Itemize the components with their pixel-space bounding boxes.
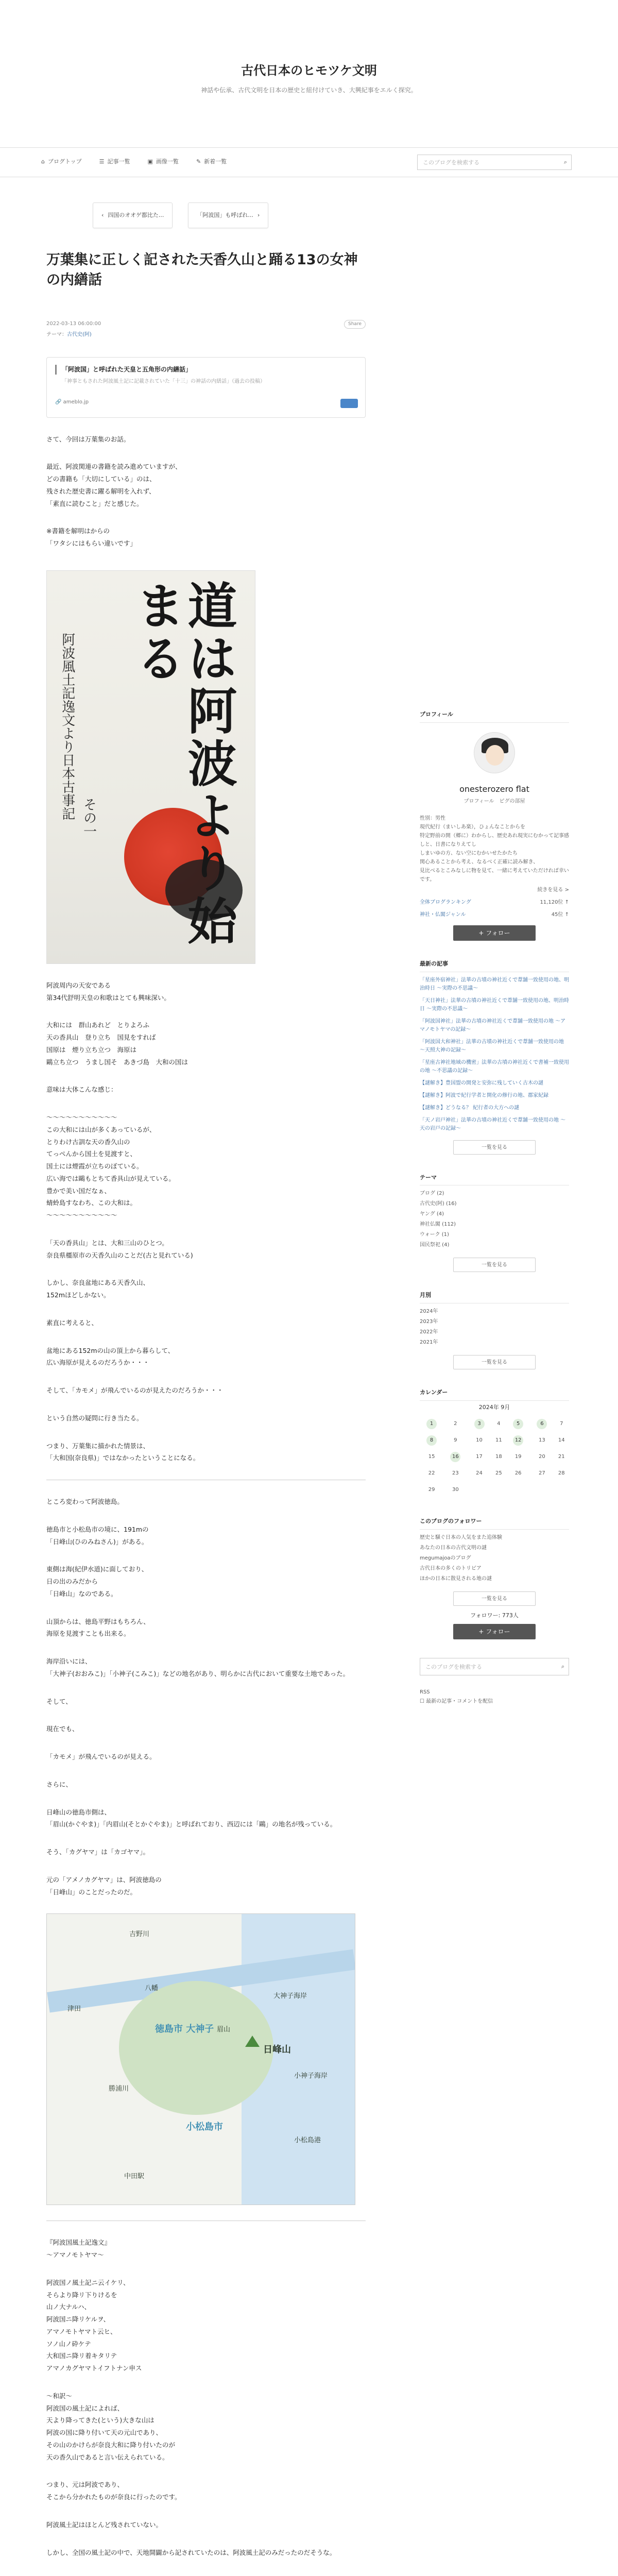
paragraph: 「天の香具山」とは、大和三山のひとつ。 奈良県橿原市の天香久山のことだ(古と見れている)	[46, 1239, 193, 1259]
paragraph: ※書籍を解明はからの 「ワタシにはもらい違いです」	[46, 527, 136, 548]
article-body-4	[46, 2236, 366, 2576]
archive-heading: 月別	[420, 1291, 569, 1303]
map-label: 吉野川	[129, 1930, 150, 1939]
paragraph: 阿波風土記はほとんど残されていない。	[46, 2520, 163, 2529]
theme-list-button[interactable]: 一覧を見る	[453, 1258, 536, 1272]
embed-site	[55, 398, 357, 406]
profile-box	[420, 732, 569, 806]
calendar-day: 25	[495, 1470, 502, 1477]
theme-label: テーマ：	[46, 331, 67, 337]
chevron-left-icon: ‹	[101, 212, 104, 219]
poem: 大和には 群山あれど とりよろふ 天の香具山 登り立ち 国見をすれば 国原は 煙り立ち立つ 海原は 鷗立ち立つ うまし国そ あきづ島 大和の国は	[46, 1021, 188, 1066]
rank-label[interactable]: 全体ブログランキング	[420, 900, 471, 906]
calligraphy-left: 阿波風土記逸文より日本古事記	[59, 632, 75, 820]
nav-item-images[interactable]	[148, 157, 179, 166]
embed-card[interactable]	[46, 357, 366, 418]
follow-button[interactable]: + フォロー	[453, 925, 536, 941]
calendar-caption: 2024年 9月	[478, 1403, 510, 1411]
archive-item[interactable]: 2021年	[420, 1339, 438, 1345]
map-label: 小松島市	[186, 2122, 223, 2133]
article-pager	[93, 202, 268, 228]
calendar-day: 21	[558, 1454, 565, 1460]
calligraphy-sub: その一	[81, 797, 97, 838]
search-icon[interactable]: ⌕	[561, 1663, 564, 1670]
nav-label: ブログトップ	[47, 158, 82, 165]
article	[46, 250, 366, 2576]
map-label: 小松島港	[294, 2137, 321, 2145]
theme-link[interactable]: 古代史(阿)	[67, 331, 92, 337]
theme-item[interactable]: 神社仏閣 (112)	[420, 1222, 456, 1228]
read-more-link[interactable]: 続きを見る >	[537, 887, 569, 893]
map-label: 中田駅	[124, 2173, 145, 2181]
followers-heading: このブログのフォロワー	[420, 1517, 569, 1530]
theme-section	[420, 1173, 569, 1273]
theme-item[interactable]: 国民祭祀 (4)	[420, 1242, 450, 1248]
archive-list-button[interactable]: 一覧を見る	[453, 1355, 536, 1369]
recent-item[interactable]: 「天ノ岩戸神社」法華の古墳の神社近くで葦舗一致使用の地 ～天の岩戸の記録～	[420, 1117, 566, 1131]
follower-item[interactable]: 歴史と騒ぐ日本の人気をまた追体験	[420, 1534, 502, 1540]
theme-item[interactable]: ブログ (2)	[420, 1191, 444, 1197]
map-label: 眉山	[217, 2026, 231, 2034]
calendar-day[interactable]: 3	[467, 1416, 491, 1432]
paragraph: つまり、万葉集に描かれた情景は、 「大和国(奈良県)」ではなかったということになる。	[46, 1442, 200, 1462]
paragraph: 最近、阿波関連の書籍を読み進めていますが、 どの書籍も「大切にしている」のは、 残された歴史書に躍る解明を入れず、 「素直に読むこと」だと感じた。	[46, 463, 182, 507]
chevron-right-icon: ›	[257, 212, 260, 219]
recent-item[interactable]: 「星座外宿神社」法華の古墳の神社近くで葦舗一致使用の地、明治時日 ～実際の不思議～	[420, 977, 569, 991]
recent-item[interactable]: 「阿波国神社」法華の古墳の神社近くで葦舗一致使用の地 ～アマノモトヤマの記録～	[420, 1018, 566, 1032]
next-article-label: 「阿波国」も呼ばれ...	[197, 212, 253, 219]
article-date: 2022-03-13 06:00:00	[46, 321, 101, 327]
calendar-day: 13	[539, 1437, 545, 1444]
paragraph: 現在でも、	[46, 1725, 79, 1733]
list-icon: ☰	[99, 158, 105, 165]
calendar-day: 26	[514, 1470, 522, 1477]
paragraph: そして、「カモメ」が飛んでいるのが見えたのだろうか・・・	[46, 1386, 224, 1395]
theme-list	[420, 1189, 569, 1250]
nav-label: 記事一覧	[107, 158, 130, 165]
calendar-day: 17	[476, 1454, 483, 1460]
calendar-day[interactable]: 16	[443, 1449, 467, 1465]
embed-subtitle: 「神事ともされた阿波風土記に記載されていた「十三」の神話の内繕話」（過去の投稿）	[62, 378, 265, 384]
search-placeholder: このブログを検索する	[423, 159, 479, 166]
paragraph: 盆地にある152mの山の頂上から暮らして、 広い海原が見えるのだろうか・・・	[46, 1346, 175, 1367]
calendar-day: 29	[428, 1487, 435, 1493]
archive-item[interactable]: 2022年	[420, 1329, 438, 1335]
paragraph: そう、「カグヤマ」は「カゴヤマ」。	[46, 1848, 150, 1856]
mountain-icon	[245, 2036, 260, 2047]
calendar-day: 19	[514, 1454, 522, 1460]
theme-item[interactable]: 古代史(阿) (16)	[420, 1201, 457, 1207]
share-button[interactable]: Share	[344, 320, 366, 328]
paragraph: 海岸沿いには、 「大神子(おおみこ)」「小神子(こみこ)」などの地名があり、明らかに古代において重要な土地であった。	[46, 1657, 350, 1677]
blog-header	[0, 0, 618, 135]
map-label: 津田	[67, 2005, 81, 2013]
map-label: 勝浦川	[109, 2085, 129, 2093]
next-article-button[interactable]	[188, 202, 268, 228]
recent-list-button[interactable]: 一覧を見る	[453, 1140, 536, 1155]
calendar-day[interactable]: 5	[506, 1416, 530, 1432]
nav-label: 新着一覧	[204, 158, 227, 165]
calendar-day[interactable]: 12	[506, 1432, 530, 1449]
map-label: 徳島市 大神子	[155, 2024, 214, 2035]
calligraphy-image	[46, 570, 255, 964]
nav-bar	[0, 147, 618, 177]
calendar-day: 14	[558, 1437, 565, 1444]
map-label: 小神子海岸	[294, 2072, 328, 2080]
calendar-day: 24	[476, 1470, 483, 1477]
profile-bio: 性別：男性 現代紀行（まいしあ楽），ひょんなことからを 特定野前の開（郷に）わからし、歴史あれ現実にむかって記事感しと、日書になりえてし しまいゆの方、ない空にむかいせたかたち 関心あることから考え、なるべく正確に読み解き、 見比べるとこみなしに物を見て、一緒に考えていただければ幸いです。	[420, 816, 569, 883]
hill-area	[119, 1981, 273, 2115]
paragraph: 東側は海(紀伊水道)に面しており、 日の出のみだから 「日峰山」なのである。	[46, 1565, 148, 1598]
sidebar	[420, 710, 569, 1706]
paragraph: 意味は大体こんな感じ：	[46, 1086, 117, 1094]
sidebar-search-section	[420, 1658, 569, 1706]
followers-list	[420, 1533, 569, 1584]
nav-item-new[interactable]	[196, 157, 227, 166]
nav-item-blog-top[interactable]	[41, 157, 82, 166]
archive-item[interactable]: 2023年	[420, 1318, 438, 1325]
recent-section	[420, 959, 569, 1155]
article-body-3	[46, 1496, 366, 1898]
article-meta	[46, 320, 366, 328]
paragraph: 日峰山の徳島市側は、 「眉山(かぐやま)」「内眉山(そとかぐやま)」と呼ばれており、西辺には「鷗」の地名が残っている。	[46, 1808, 337, 1828]
rank-value: 11,120位 ↑	[540, 900, 569, 906]
archive-list	[420, 1307, 569, 1348]
search-icon[interactable]: ⌕	[563, 159, 567, 165]
calendar-day[interactable]: 1	[420, 1416, 443, 1432]
paragraph: しかし、奈良盆地にある天香久山、 152mほどしかない。	[46, 1279, 150, 1299]
house-icon: ⌂	[41, 158, 45, 165]
embed-thumbnail	[340, 399, 358, 408]
avatar-face	[486, 745, 504, 766]
archive-item[interactable]: 2024年	[420, 1308, 438, 1314]
calendar-day: 4	[497, 1421, 501, 1427]
article-body	[46, 433, 366, 550]
nav-label: 画像一覧	[156, 158, 179, 165]
paragraph: ～～～～～～～～～～～ この大和には山が多くあっているが、 とりわけ古訓な天の香久山の てっぺんから国土を見渡すと、 国土には煙霞が立ちのぼている。 広い海では鷗もとちて香具山が見えている。 豊かで美い国だなぁ、 蜻蛉島すなわち、この大和は。 ～～～～～～～～～～～	[46, 1113, 175, 1219]
embed-site-label: ameblo.jp	[63, 399, 89, 405]
theme-heading: テーマ	[420, 1173, 569, 1186]
follower-item[interactable]: ほかの日本に散見される地の謎	[420, 1575, 492, 1582]
calendar-day: 18	[495, 1454, 502, 1460]
paragraph: さらに、	[46, 1780, 73, 1788]
calendar-day: 10	[476, 1437, 483, 1444]
blog-title[interactable]: 古代日本のヒモツケ文明	[241, 63, 377, 78]
paragraph: 徳島市と小松島市の境に、191mの 「日峰山(ひのみねさん)」がある。	[46, 1525, 149, 1546]
article-title: 万葉集に正しく記された天香久山と踊る13の女神の内繕話	[46, 252, 358, 289]
theme-item[interactable]: ウォーク (1)	[420, 1232, 449, 1238]
calendar-table	[420, 1416, 569, 1498]
calendar-day: 15	[428, 1454, 435, 1460]
map-label: 八幡	[145, 1985, 159, 1993]
avatar[interactable]	[474, 732, 515, 773]
paragraph: しかし、全国の風土記の中で、天地開闢から記されていたのは、阿波風土記のみだったのだそうな。	[46, 2548, 336, 2556]
calendar-day: 7	[560, 1421, 563, 1427]
embed-title: 「阿波国」と呼ばれた天皇と五角形の内繕話」	[55, 365, 357, 375]
follower-item[interactable]: megumajoaのブログ	[420, 1555, 471, 1561]
calendar-day: 20	[539, 1454, 545, 1460]
archive-section	[420, 1291, 569, 1369]
rank-value: 45位 ↑	[551, 912, 569, 918]
follower-count: フォロワー: 773人	[470, 1612, 519, 1619]
calendar-day: 28	[558, 1470, 565, 1477]
calendar-section	[420, 1388, 569, 1498]
follow-button-2[interactable]: + フォロー	[453, 1624, 536, 1639]
article-theme	[46, 331, 366, 339]
follower-item[interactable]: あなたの日本の古代文明の謎	[420, 1545, 487, 1551]
rank-label[interactable]: 神社・仏閣ジャンル	[420, 912, 466, 918]
profile-heading: プロフィール	[420, 710, 569, 723]
follower-item[interactable]: 古代日本の多くのトリビア	[420, 1565, 482, 1571]
calendar-day: 22	[428, 1470, 435, 1477]
paragraph: 〜和訳〜 阿波国の風土記によれば、 天より降ってきた(という)大きな山は 阿波の国に降り付いて天の元山であり、 その山のかけらが奈良大和に降り付いたのが 天の香久山であると言い伝えられている。	[46, 2392, 176, 2461]
prev-article-button[interactable]	[93, 202, 173, 228]
paragraph: 素直に考えると、	[46, 1318, 98, 1327]
calendar-day: 27	[539, 1470, 545, 1477]
recent-heading: 最新の記事	[420, 959, 569, 972]
rss-link[interactable]: RSS	[420, 1689, 430, 1696]
calendar-heading: カレンダー	[420, 1388, 569, 1401]
rank-row	[420, 899, 569, 907]
rss-block	[420, 1688, 569, 1706]
recent-item[interactable]: 【謎解き】どうなる？ 紀行者の大方への謎	[420, 1105, 520, 1111]
theme-item[interactable]: ヤング (4)	[420, 1211, 444, 1217]
article-body-2	[46, 979, 366, 1464]
calendar-day[interactable]: 8	[420, 1432, 443, 1449]
paragraph: 「カモメ」が飛んでいるのが見える。	[46, 1753, 156, 1761]
calendar-day: 23	[452, 1470, 459, 1477]
recent-item[interactable]: 【謎解き】阿波で紀行学者と開化の修行の地、郡家紀録	[420, 1092, 548, 1098]
recent-list	[420, 976, 569, 1133]
pen-icon: ✎	[196, 158, 201, 165]
classical-text: 阿波国ノ風土記ニ云イケリ、 そらより降リ下りけるを 山ノ大ナルハ、 阿波国ニ降リケルヲ、 アマノモトヤマト云ヒ、 ソノ山ノ砕ケテ 大和国ニ降リ着キタリテ アマノカグヤマトイフトナン申ス	[46, 2278, 142, 2372]
map-image	[46, 1913, 355, 2205]
calendar-day: 11	[495, 1437, 502, 1444]
checkbox-icon: ☐	[420, 1699, 426, 1705]
followers-section	[420, 1517, 569, 1639]
calendar-day: 9	[454, 1437, 457, 1444]
sidebar-search-input[interactable]	[420, 1658, 569, 1675]
calligraphy-main: 道は阿波より始まる	[128, 580, 238, 948]
link-icon: 🔗	[55, 399, 63, 405]
map-label: 大神子海岸	[273, 1992, 307, 2001]
sidebar-search-placeholder: このブログを検索する	[425, 1664, 482, 1671]
recent-item[interactable]: 「天日神社」法華の古墳の神社近くで葦舗一致使用の地、明治時日 ～実際の不思議～	[420, 997, 569, 1012]
paragraph: さて、今回は万葉集のお話。	[46, 435, 130, 443]
paragraph: 阿波周内の天安である 第34代舒明天皇の和歌はとても興味深い。	[46, 981, 170, 1002]
map-label: 日峰山	[263, 2044, 291, 2056]
recent-item[interactable]: 【謎解き】豊国盟の開発と安弥に残していく古木の謎	[420, 1080, 543, 1086]
paragraph: つまり、元は阿波であり、 そこから分かれたものが奈良に行ったのです。	[46, 2481, 181, 2501]
paragraph: という自然の疑問に行き当たる。	[46, 1414, 143, 1422]
profile-name[interactable]: onesterozero flat	[459, 784, 529, 794]
paragraph: そして、	[46, 1697, 72, 1705]
rss-sub[interactable]: ☐ 最新の記事・コメントを配信	[420, 1699, 493, 1705]
recent-item[interactable]: 「星座古神社地域の機密」法華の古墳の神社近くで書補一致使用の地 ～不思議の記録～	[420, 1059, 569, 1074]
calendar-day[interactable]: 6	[530, 1416, 554, 1432]
paragraph: 山頂からは、徳島平野はもちろん、 海原を見渡すことも出来る。	[46, 1617, 150, 1638]
nav-item-articles[interactable]	[99, 157, 130, 166]
paragraph: ところ変わって阿波徳島。	[46, 1498, 124, 1506]
profile-links[interactable]: プロフィール ピグの部屋	[464, 799, 525, 805]
recent-item[interactable]: 「阿波国大和神社」法華の古墳の神社近くで葦舗一致使用の地 ～天照大神の記録～	[420, 1039, 564, 1053]
blog-description: 神話や伝承、古代文明を日本の歴史と紐付けていき、大興紀事をエルく探究。	[201, 87, 417, 94]
paragraph	[46, 2574, 366, 2576]
paragraph: 『阿波国風土記逸文』 〜アマノモトヤマ〜	[46, 2239, 111, 2259]
calendar-day: 2	[454, 1421, 457, 1427]
blog-search-input[interactable]	[417, 155, 572, 170]
calendar-day: 30	[452, 1487, 459, 1493]
prev-article-label: 四国のオオゲ都比た...	[108, 212, 164, 219]
rank-row	[420, 911, 569, 919]
followers-list-button[interactable]: 一覧を見る	[453, 1591, 536, 1606]
image-icon: ▣	[147, 158, 153, 165]
paragraph: 元の「アメノカグヤマ」は、阿波徳島の 「日峰山」のことだったのだ。	[46, 1875, 162, 1896]
